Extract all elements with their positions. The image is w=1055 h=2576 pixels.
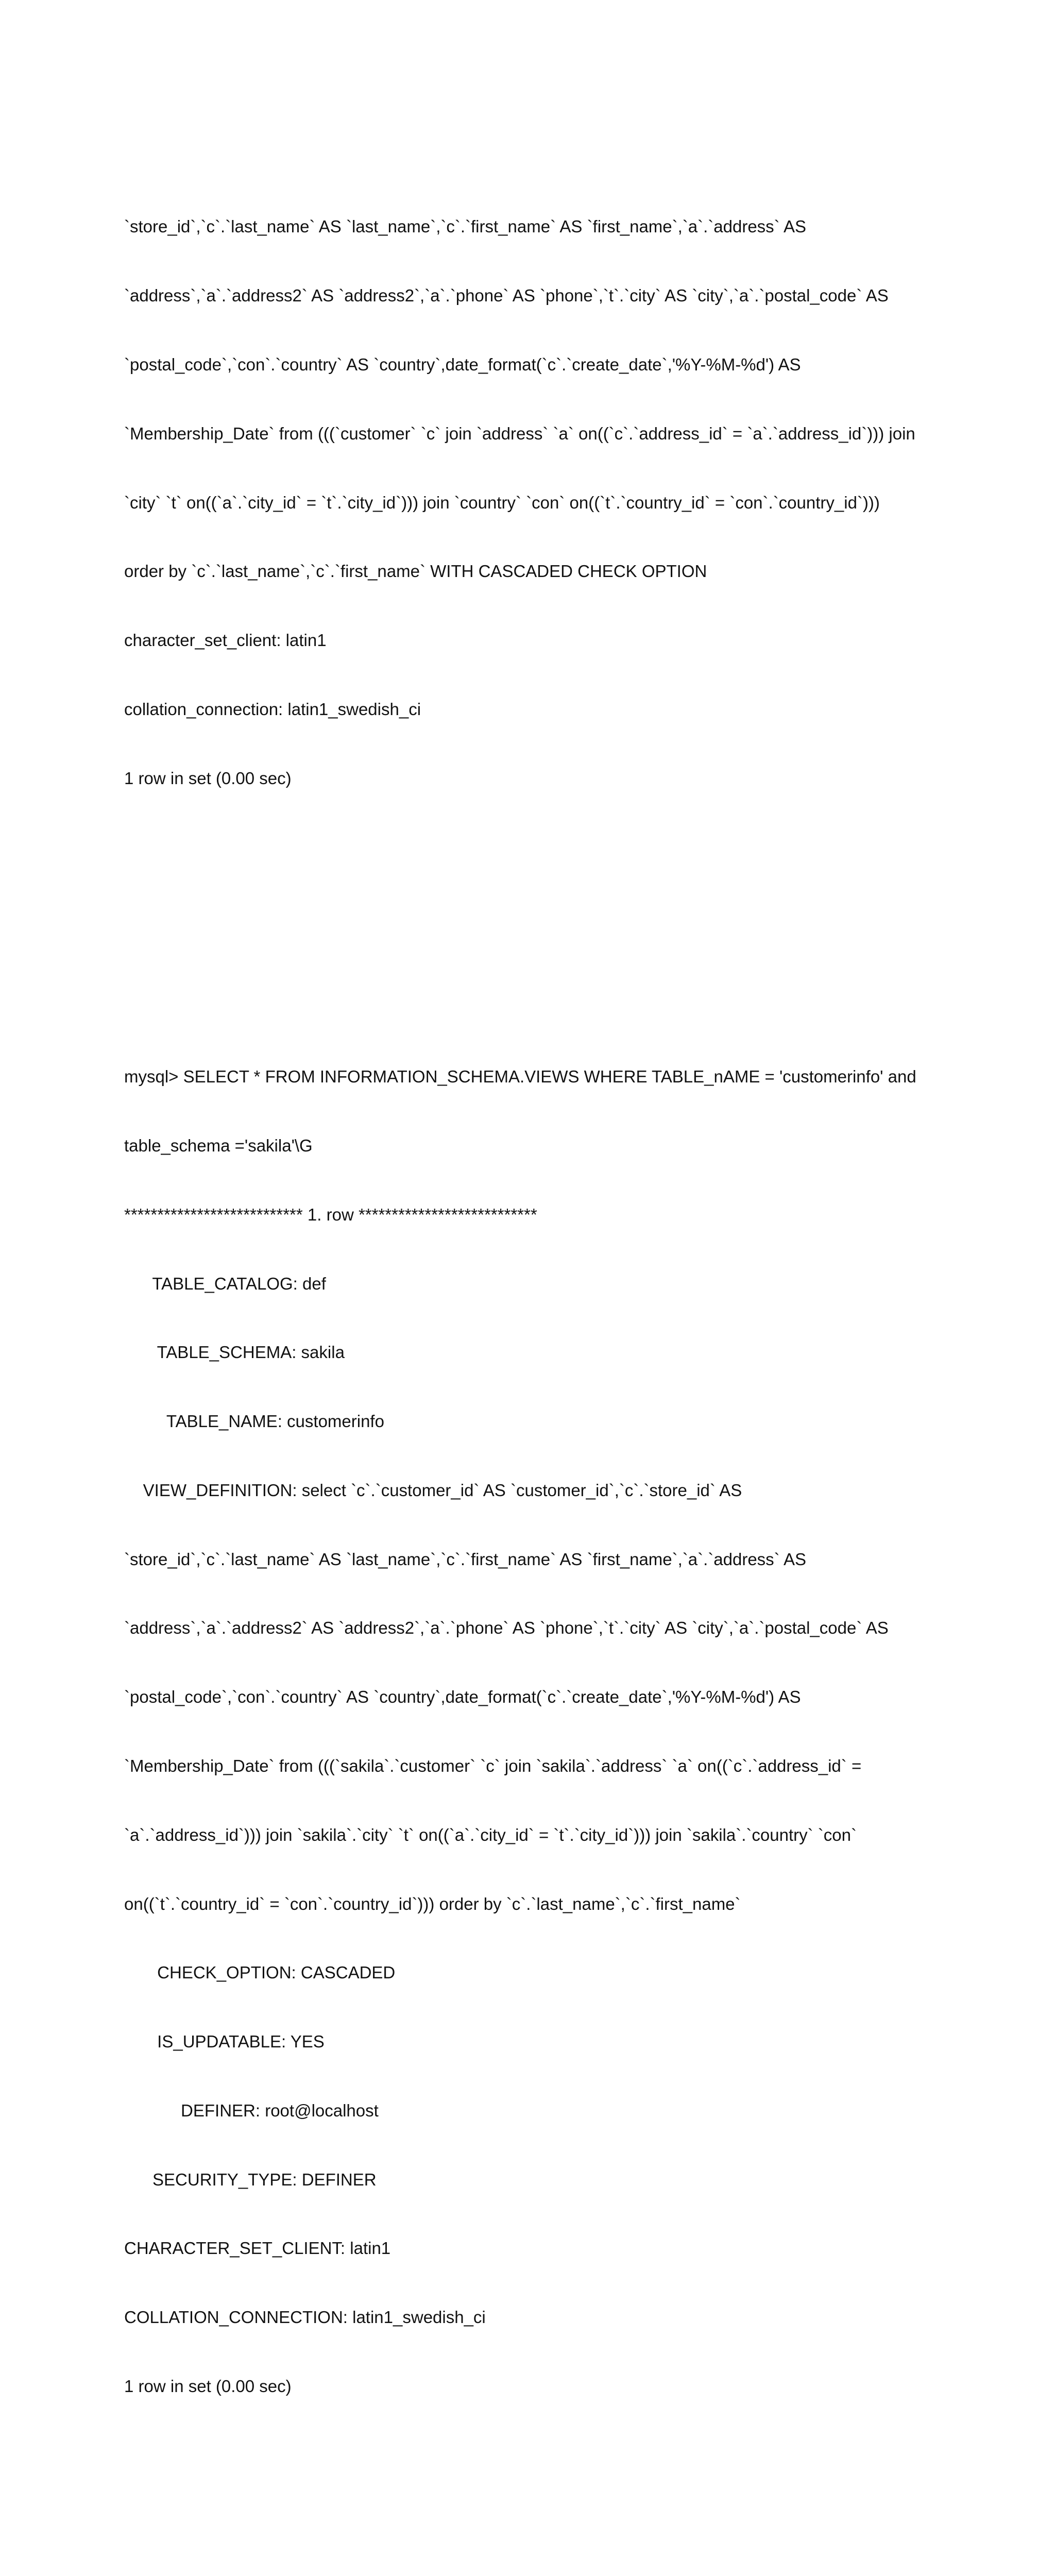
text-line: TABLE_NAME: customerinfo [124,1412,384,1431]
row-count-line: 1 row in set (0.00 sec) [124,768,292,788]
text-line: `city` `t` on((`a`.`city_id` = `t`.`city_id`))) join `country` `con` on((`t`.`country_id` = `con`.`country_id`))) [124,493,880,512]
text-line: `address`,`a`.`address2` AS `address2`,`a`.`phone` AS `phone`,`t`.`city` AS `city`,`a`.`postal_code` AS [124,1618,889,1638]
text-line: `postal_code`,`con`.`country` AS `country`,date_format(`c`.`create_date`,'%Y-%M-%d') AS [124,354,801,374]
text-line: `address`,`a`.`address2` AS `address2`,`a`.`phone` AS `phone`,`t`.`city` AS `city`,`a`.`postal_code` AS [124,286,889,306]
information-schema-query-block [124,1020,969,2444]
row-count-line: 1 row in set (0.00 sec) [124,2377,292,2396]
block-spacer [124,2513,969,2559]
text-line: CHARACTER_SET_CLIENT: latin1 [124,2239,391,2258]
text-line: TABLE_SCHEMA: sakila [124,1343,345,1362]
text-line: SECURITY_TYPE: DEFINER [124,2170,377,2189]
text-line: order by `c`.`last_name`,`c`.`first_name` WITH CASCADED CHECK OPTION [124,562,707,581]
text-line: `store_id`,`c`.`last_name` AS `last_name`,`c`.`first_name` AS `first_name`,`a`.`address` AS [124,217,807,236]
text-line: COLLATION_CONNECTION: latin1_swedish_ci [124,2308,486,2327]
text-line: CHECK_OPTION: CASCADED [124,1963,396,1982]
text-line: on((`t`.`country_id` = `con`.`country_id`))) order by `c`.`last_name`,`c`.`first_name` [124,1894,741,1913]
query-line: mysql> SELECT * FROM INFORMATION_SCHEMA.VIEWS WHERE TABLE_nAME = 'customerinfo' and [124,1067,916,1087]
text-line: `a`.`address_id`))) join `sakila`.`city` `t` on((`a`.`city_id` = `t`.`city_id`))) join `sakila`.`country` `con` [124,1825,857,1844]
text-line: DEFINER: root@localhost [124,2100,379,2120]
view-definition-tail-block [124,170,969,836]
text-line: VIEW_DEFINITION: select `c`.`customer_id` AS `customer_id`,`c`.`store_id` AS [124,1480,742,1500]
text-line: collation_connection: latin1_swedish_ci [124,699,421,719]
text-line: character_set_client: latin1 [124,631,327,650]
text-line: `store_id`,`c`.`last_name` AS `last_name`,`c`.`first_name` AS `first_name`,`a`.`address` AS [124,1549,807,1569]
query-line: table_schema ='sakila'\G [124,1136,313,1155]
text-line: `Membership_Date` from (((`customer` `c` join `address` `a` on((`c`.`address_id` = `a`.`address_id`))) join [124,423,915,443]
document-page [124,124,969,2576]
text-line: `postal_code`,`con`.`country` AS `country`,date_format(`c`.`create_date`,'%Y-%M-%d') AS [124,1687,801,1707]
block-spacer [124,905,969,951]
row-separator: *************************** 1. row *************************** [124,1205,537,1224]
text-line: TABLE_CATALOG: def [124,1274,326,1293]
text-line: `Membership_Date` from (((`sakila`.`customer` `c` join `sakila`.`address` `a` on((`c`.`address_id` = [124,1756,862,1775]
text-line: IS_UPDATABLE: YES [124,2032,325,2052]
